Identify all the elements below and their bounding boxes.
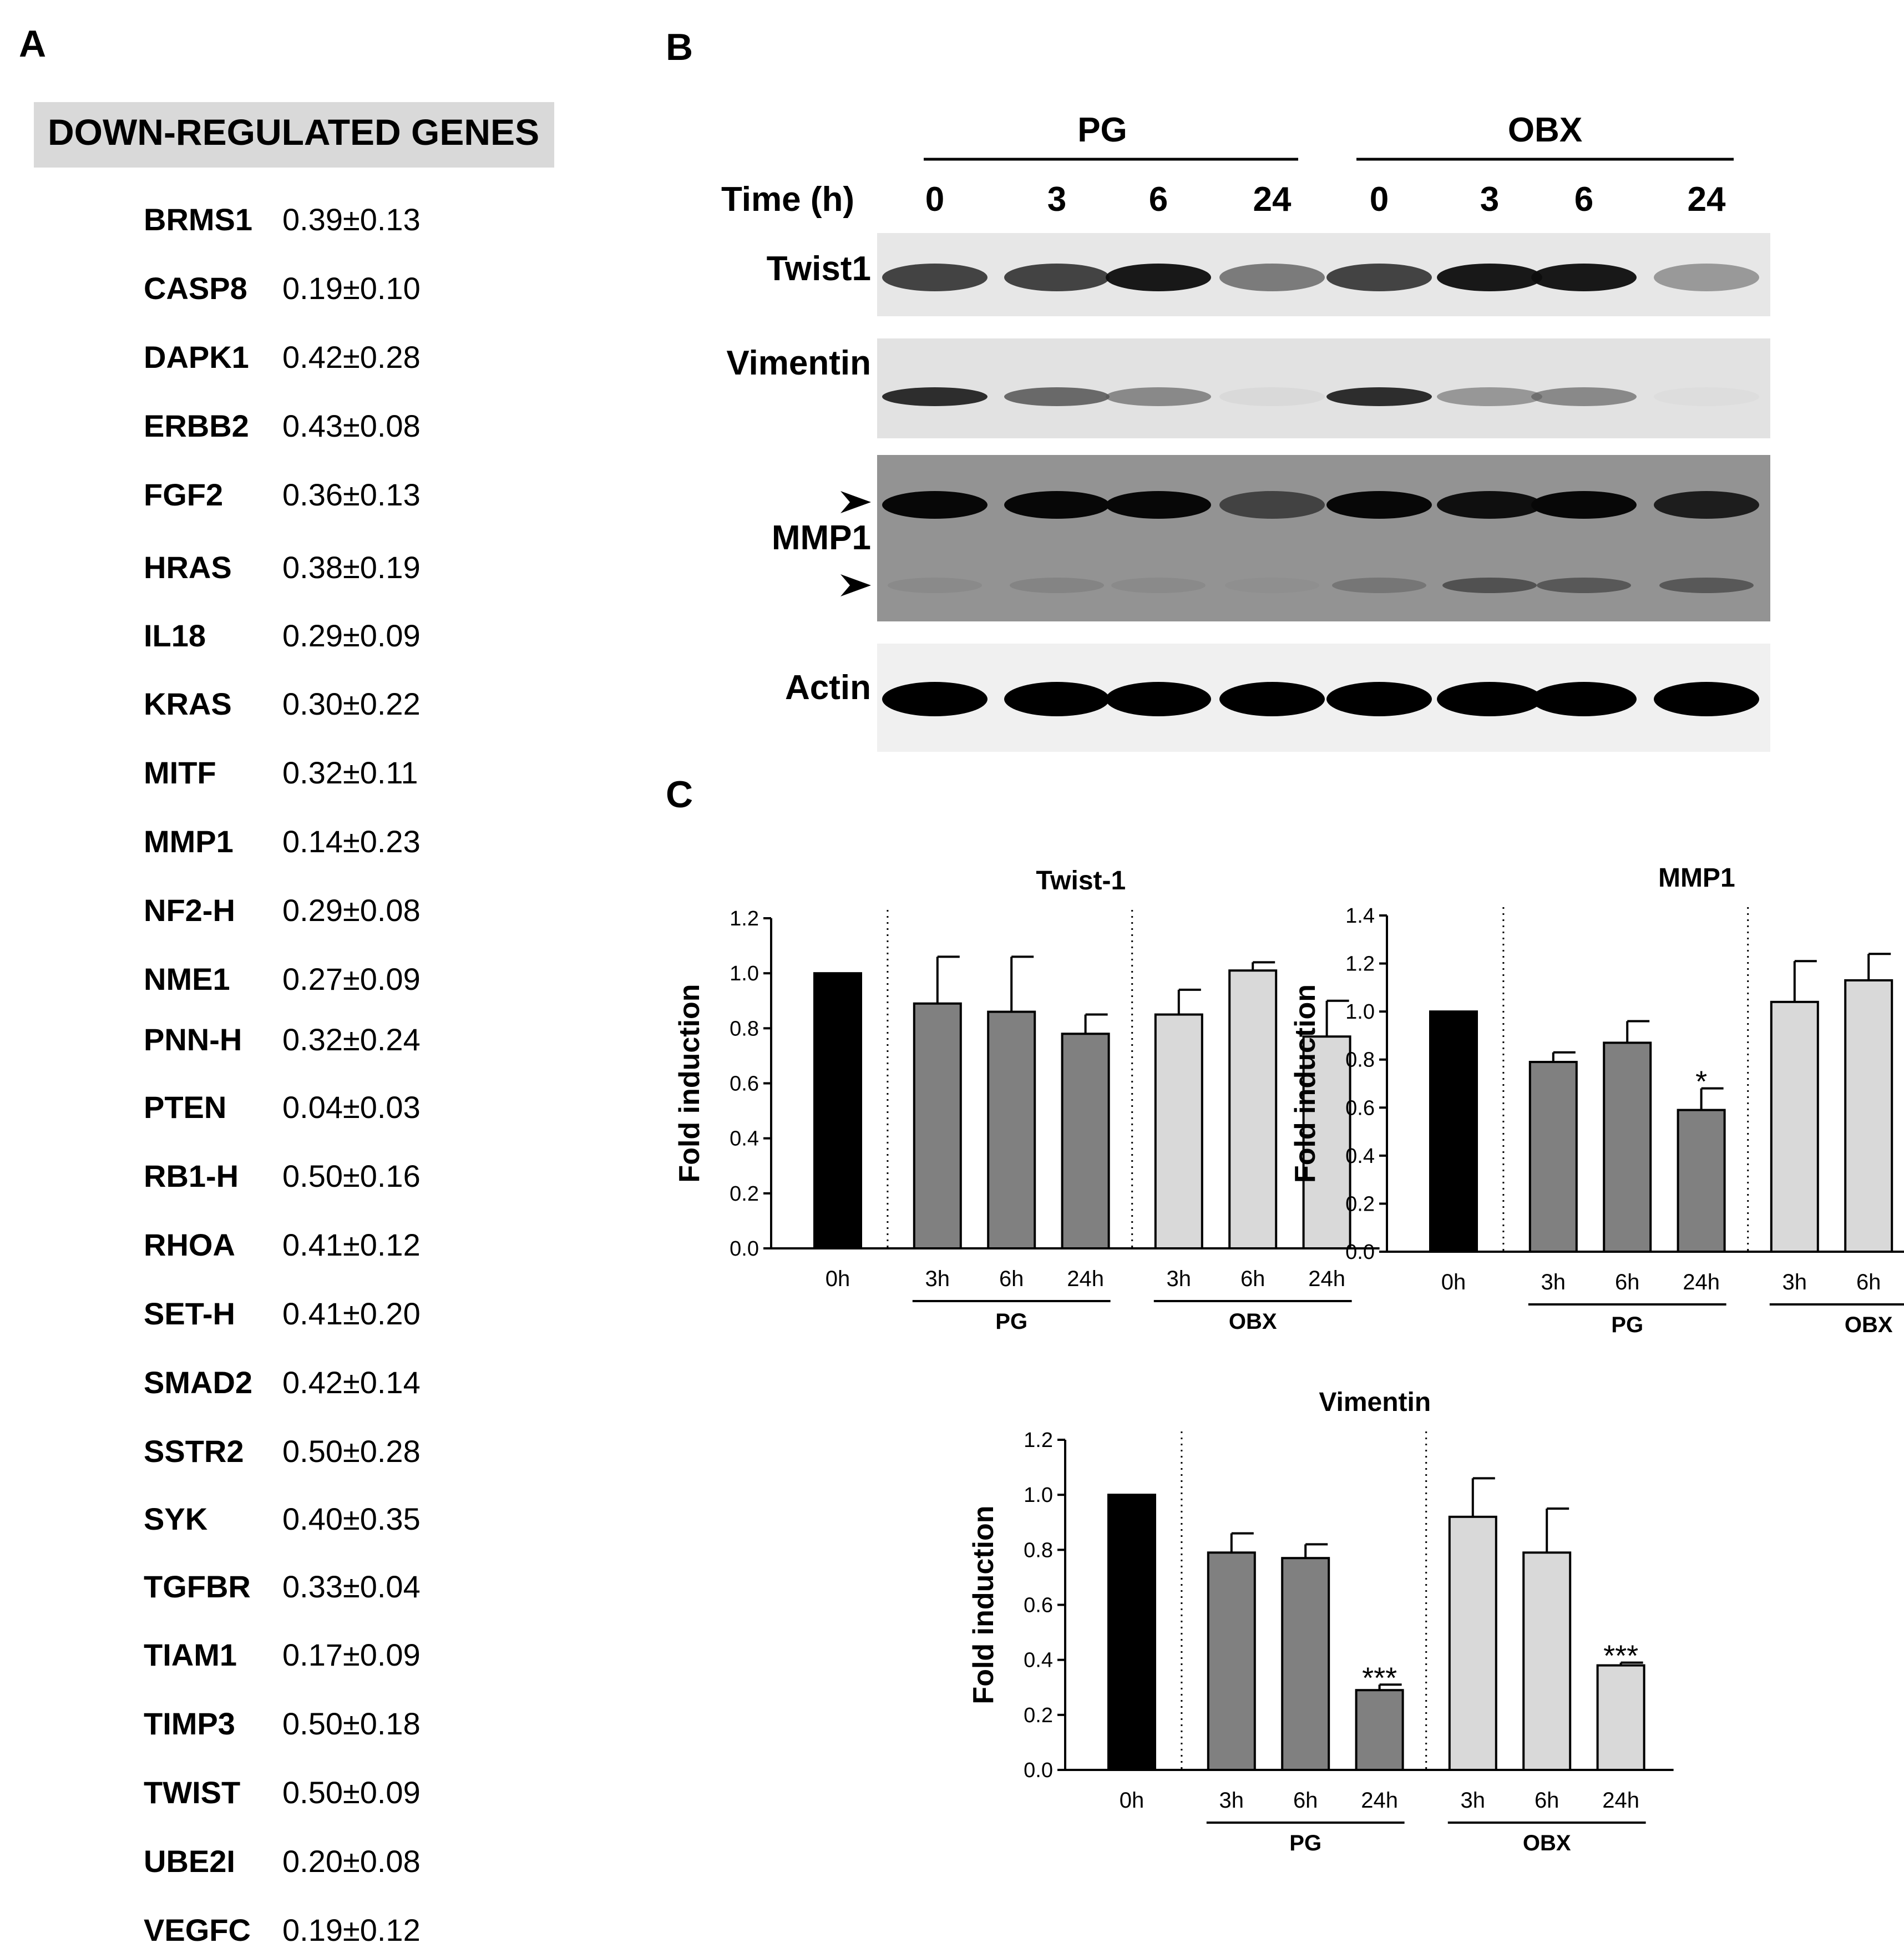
gene-name: KRAS bbox=[144, 686, 232, 721]
blot-membrane-mmp1 bbox=[877, 455, 1770, 621]
blot-band bbox=[1219, 491, 1325, 519]
bar bbox=[1108, 1495, 1155, 1770]
blot-band bbox=[1326, 682, 1432, 716]
gene-fold-change: 0.42±0.14 bbox=[282, 1365, 421, 1400]
y-tick-label: 0.2 bbox=[1345, 1192, 1375, 1216]
gene-fold-change: 0.50±0.16 bbox=[282, 1158, 421, 1193]
gene-name: HRAS bbox=[144, 550, 232, 585]
gene-fold-change: 0.32±0.11 bbox=[282, 755, 418, 790]
significance-marker: * bbox=[1695, 1065, 1708, 1099]
bar bbox=[1356, 1690, 1403, 1770]
blot-band bbox=[1437, 491, 1542, 519]
gene-row bbox=[0, 1912, 555, 1956]
time-point-label: 0 bbox=[925, 180, 945, 219]
x-tick-label: 3h bbox=[925, 1267, 950, 1291]
time-label: Time (h) bbox=[721, 180, 854, 219]
gene-row bbox=[0, 1089, 555, 1134]
y-tick-label: 1.0 bbox=[1024, 1484, 1053, 1507]
gene-name: BRMS1 bbox=[144, 202, 253, 237]
y-tick-label: 0.0 bbox=[730, 1237, 759, 1261]
gene-row bbox=[0, 1227, 555, 1271]
y-tick-label: 0.4 bbox=[1024, 1648, 1053, 1672]
bar bbox=[1450, 1517, 1496, 1770]
gene-name: PNN-H bbox=[144, 1022, 242, 1057]
y-tick-label: 0.6 bbox=[730, 1072, 759, 1096]
x-tick-label: 6h bbox=[999, 1267, 1024, 1291]
blot-band-lower bbox=[888, 578, 982, 593]
chart-mmp1 bbox=[1282, 849, 1903, 1348]
y-tick-label: 1.0 bbox=[1345, 1000, 1375, 1024]
y-tick-label: 1.4 bbox=[1345, 904, 1375, 928]
chart-title: Twist-1 bbox=[1036, 866, 1126, 895]
x-tick-label: 24h bbox=[1308, 1267, 1345, 1291]
blot-band bbox=[1106, 264, 1211, 291]
blot-band bbox=[882, 491, 988, 519]
gene-fold-change: 0.41±0.12 bbox=[282, 1227, 421, 1262]
chart-twist1 bbox=[666, 849, 1345, 1348]
y-tick-label: 1.2 bbox=[1345, 952, 1375, 976]
gene-name: RHOA bbox=[144, 1227, 235, 1262]
gene-fold-change: 0.17±0.09 bbox=[282, 1637, 421, 1672]
gene-name: SMAD2 bbox=[144, 1365, 253, 1400]
gene-row bbox=[0, 1296, 555, 1340]
blot-band bbox=[1004, 264, 1110, 291]
blot-band bbox=[1219, 264, 1325, 291]
y-axis-label: Fold induction bbox=[968, 1505, 1000, 1704]
chart-vimentin bbox=[960, 1370, 1639, 1870]
gene-fold-change: 0.29±0.09 bbox=[282, 618, 421, 653]
gene-fold-change: 0.39±0.13 bbox=[282, 202, 421, 237]
x-tick-label: 3h bbox=[1782, 1270, 1807, 1294]
gene-name: SET-H bbox=[144, 1296, 235, 1331]
gene-name: CASP8 bbox=[144, 271, 247, 306]
gene-row bbox=[0, 1569, 555, 1613]
time-point-label: 6 bbox=[1574, 180, 1594, 219]
group-label: PG bbox=[1289, 1831, 1322, 1855]
group-label-obx: OBX bbox=[1507, 111, 1583, 149]
gene-name: SYK bbox=[144, 1501, 208, 1536]
gene-fold-change: 0.27±0.09 bbox=[282, 962, 421, 996]
gene-name: TGFBR bbox=[144, 1569, 251, 1604]
gene-row bbox=[0, 823, 555, 868]
gene-row bbox=[0, 1706, 555, 1750]
gene-row bbox=[0, 1774, 555, 1819]
gene-row bbox=[0, 1501, 555, 1545]
time-point-label: 24 bbox=[1253, 180, 1292, 219]
y-tick-label: 0.6 bbox=[1024, 1593, 1053, 1617]
group-label: OBX bbox=[1522, 1831, 1571, 1855]
blot-band bbox=[1106, 491, 1211, 519]
blot-band bbox=[1531, 682, 1637, 716]
x-tick-label: 0h bbox=[1119, 1788, 1145, 1813]
blot-band bbox=[1437, 682, 1542, 716]
blot-band bbox=[1437, 264, 1542, 291]
gene-name: UBE2I bbox=[144, 1844, 235, 1879]
blot-row-label: Vimentin bbox=[726, 344, 871, 382]
x-tick-label: 0h bbox=[1441, 1270, 1466, 1294]
gene-row bbox=[0, 618, 555, 662]
y-axis-label: Fold induction bbox=[674, 984, 706, 1183]
gene-fold-change: 0.19±0.12 bbox=[282, 1913, 421, 1947]
blot-band-lower bbox=[1442, 578, 1537, 593]
gene-row bbox=[0, 1843, 555, 1888]
gene-name: MMP1 bbox=[144, 824, 234, 859]
x-tick-label: 6h bbox=[1293, 1788, 1318, 1813]
y-tick-label: 0.2 bbox=[730, 1182, 759, 1206]
gene-name: DAPK1 bbox=[144, 340, 249, 375]
blot-band bbox=[1654, 682, 1759, 716]
gene-fold-change: 0.30±0.22 bbox=[282, 686, 421, 721]
bar bbox=[1523, 1552, 1570, 1770]
gene-fold-change: 0.50±0.09 bbox=[282, 1775, 421, 1810]
y-tick-label: 0.4 bbox=[1345, 1144, 1375, 1168]
gene-fold-change: 0.04±0.03 bbox=[282, 1090, 421, 1125]
bar bbox=[1845, 980, 1892, 1252]
time-point-label: 0 bbox=[1369, 180, 1389, 219]
group-label: PG bbox=[995, 1309, 1028, 1334]
gene-row bbox=[0, 201, 555, 246]
chart-title: MMP1 bbox=[1658, 863, 1735, 893]
gene-name: TIMP3 bbox=[144, 1706, 235, 1741]
gene-name: TWIST bbox=[144, 1775, 241, 1810]
gene-name: TIAM1 bbox=[144, 1637, 237, 1672]
x-tick-label: 6h bbox=[1240, 1267, 1265, 1291]
blot-band bbox=[882, 682, 988, 716]
bar bbox=[988, 1012, 1035, 1248]
blot-band bbox=[882, 387, 988, 406]
blot-band-lower bbox=[1010, 578, 1104, 593]
gene-fold-change: 0.32±0.24 bbox=[282, 1022, 421, 1057]
x-tick-label: 6h bbox=[1856, 1270, 1881, 1294]
x-tick-label: 24h bbox=[1683, 1270, 1720, 1294]
bar bbox=[1208, 1552, 1255, 1770]
gene-fold-change: 0.41±0.20 bbox=[282, 1296, 421, 1331]
gene-fold-change: 0.14±0.23 bbox=[282, 824, 421, 859]
gene-fold-change: 0.42±0.28 bbox=[282, 340, 421, 375]
time-point-label: 3 bbox=[1480, 180, 1500, 219]
group-label: OBX bbox=[1228, 1309, 1277, 1334]
blot-membrane-vimentin bbox=[877, 338, 1770, 438]
gene-name: MITF bbox=[144, 755, 216, 790]
gene-row bbox=[0, 892, 555, 937]
gene-row bbox=[0, 686, 555, 730]
blot-band bbox=[1531, 264, 1637, 291]
y-tick-label: 0.2 bbox=[1024, 1703, 1053, 1727]
gene-name: ERBB2 bbox=[144, 408, 249, 443]
gene-row bbox=[0, 408, 555, 452]
time-point-label: 6 bbox=[1148, 180, 1168, 219]
x-tick-label: 3h bbox=[1541, 1270, 1566, 1294]
blot-band bbox=[1219, 682, 1325, 716]
blot-band bbox=[882, 264, 988, 291]
gene-row bbox=[0, 477, 555, 521]
blot-band bbox=[1326, 387, 1432, 406]
gene-row bbox=[0, 961, 555, 1005]
blot-row-label: Twist1 bbox=[766, 250, 871, 288]
blot-band bbox=[1531, 491, 1637, 519]
y-tick-label: 1.2 bbox=[730, 907, 759, 930]
y-tick-label: 1.0 bbox=[730, 962, 759, 986]
bar bbox=[1282, 1558, 1329, 1770]
blot-band bbox=[1004, 682, 1110, 716]
gene-list bbox=[0, 0, 555, 1958]
blot-band-lower bbox=[1332, 578, 1426, 593]
gene-row bbox=[0, 1364, 555, 1409]
gene-name: PTEN bbox=[144, 1090, 227, 1125]
blot-band bbox=[1326, 491, 1432, 519]
blot-band bbox=[1437, 387, 1542, 406]
gene-fold-change: 0.50±0.18 bbox=[282, 1706, 421, 1741]
blot-band bbox=[1219, 387, 1325, 406]
x-tick-label: 3h bbox=[1219, 1788, 1244, 1813]
panel-label-b: B bbox=[666, 26, 693, 68]
x-tick-label: 3h bbox=[1460, 1788, 1486, 1813]
panel-label-c: C bbox=[666, 773, 693, 816]
x-tick-label: 0h bbox=[825, 1267, 850, 1291]
genes-header-text: DOWN-REGULATED GENES bbox=[48, 112, 540, 153]
bar bbox=[1678, 1110, 1725, 1252]
gene-fold-change: 0.20±0.08 bbox=[282, 1844, 421, 1879]
y-tick-label: 0.0 bbox=[1024, 1759, 1053, 1782]
blot-band bbox=[1654, 387, 1759, 406]
bar bbox=[1771, 1002, 1818, 1252]
bar bbox=[1156, 1015, 1202, 1248]
x-tick-label: 6h bbox=[1534, 1788, 1559, 1813]
western-blot bbox=[666, 100, 1904, 766]
time-point-label: 3 bbox=[1047, 180, 1067, 219]
x-tick-label: 24h bbox=[1361, 1788, 1398, 1813]
gene-name: RB1-H bbox=[144, 1158, 239, 1193]
gene-fold-change: 0.40±0.35 bbox=[282, 1501, 421, 1536]
y-tick-label: 0.4 bbox=[730, 1127, 759, 1151]
blot-band bbox=[1004, 491, 1110, 519]
gene-row bbox=[0, 339, 555, 383]
blot-row-label: Actin bbox=[785, 669, 871, 707]
gene-row bbox=[0, 1158, 555, 1202]
blot-band bbox=[1654, 264, 1759, 291]
gene-name: IL18 bbox=[144, 618, 206, 653]
blot-band-lower bbox=[1537, 578, 1631, 593]
bar bbox=[1430, 1011, 1477, 1252]
gene-fold-change: 0.29±0.08 bbox=[282, 893, 421, 928]
group-label-pg: PG bbox=[1077, 111, 1127, 149]
gene-fold-change: 0.36±0.13 bbox=[282, 477, 421, 512]
bar bbox=[814, 973, 861, 1248]
significance-marker: *** bbox=[1603, 1639, 1639, 1673]
blot-band-lower bbox=[1111, 578, 1206, 593]
gene-name: SSTR2 bbox=[144, 1434, 244, 1469]
x-tick-label: 6h bbox=[1614, 1270, 1640, 1294]
x-tick-label: 3h bbox=[1166, 1267, 1192, 1291]
x-tick-label: 24h bbox=[1067, 1267, 1104, 1291]
gene-name: VEGFC bbox=[144, 1913, 251, 1947]
gene-fold-change: 0.33±0.04 bbox=[282, 1569, 421, 1604]
arrowhead-lower-icon bbox=[840, 574, 871, 596]
gene-name: NME1 bbox=[144, 962, 230, 996]
group-label: OBX bbox=[1844, 1313, 1893, 1337]
blot-band bbox=[1106, 387, 1211, 406]
time-point-label: 24 bbox=[1687, 180, 1726, 219]
panel-label-a: A bbox=[19, 23, 47, 65]
gene-fold-change: 0.50±0.28 bbox=[282, 1434, 421, 1469]
blot-band-lower bbox=[1225, 578, 1319, 593]
x-tick-label: 24h bbox=[1602, 1788, 1639, 1813]
gene-row bbox=[0, 270, 555, 315]
gene-fold-change: 0.19±0.10 bbox=[282, 271, 421, 306]
bar bbox=[1530, 1062, 1577, 1252]
gene-row bbox=[0, 549, 555, 594]
y-tick-label: 0.0 bbox=[1345, 1241, 1375, 1264]
blot-row-label: MMP1 bbox=[771, 519, 871, 557]
gene-row bbox=[0, 1433, 555, 1478]
gene-row bbox=[0, 1637, 555, 1681]
group-label: PG bbox=[1611, 1313, 1644, 1337]
gene-name: FGF2 bbox=[144, 477, 224, 512]
gene-fold-change: 0.43±0.08 bbox=[282, 408, 421, 443]
arrowhead-upper-icon bbox=[840, 491, 871, 513]
blot-band bbox=[1531, 387, 1637, 406]
y-tick-label: 1.2 bbox=[1024, 1429, 1053, 1452]
gene-name: NF2-H bbox=[144, 893, 235, 928]
y-tick-label: 0.8 bbox=[1024, 1539, 1053, 1562]
blot-band bbox=[1654, 491, 1759, 519]
bar bbox=[914, 1004, 961, 1248]
y-tick-label: 0.6 bbox=[1345, 1096, 1375, 1120]
blot-band bbox=[1004, 387, 1110, 406]
blot-drawing bbox=[666, 100, 1904, 766]
chart-title: Vimentin bbox=[1319, 1388, 1431, 1417]
blot-band-lower bbox=[1659, 578, 1754, 593]
gene-row bbox=[0, 1021, 555, 1066]
blot-band bbox=[1326, 264, 1432, 291]
bar bbox=[1598, 1666, 1644, 1770]
significance-marker: *** bbox=[1362, 1661, 1397, 1695]
gene-fold-change: 0.38±0.19 bbox=[282, 550, 421, 585]
y-tick-label: 0.8 bbox=[730, 1017, 759, 1041]
gene-row bbox=[0, 755, 555, 799]
y-tick-label: 0.8 bbox=[1345, 1048, 1375, 1072]
bar bbox=[1604, 1043, 1650, 1252]
y-axis-label: Fold induction bbox=[1289, 984, 1321, 1183]
bar bbox=[1062, 1034, 1109, 1248]
bar bbox=[1229, 970, 1276, 1248]
blot-band bbox=[1106, 682, 1211, 716]
